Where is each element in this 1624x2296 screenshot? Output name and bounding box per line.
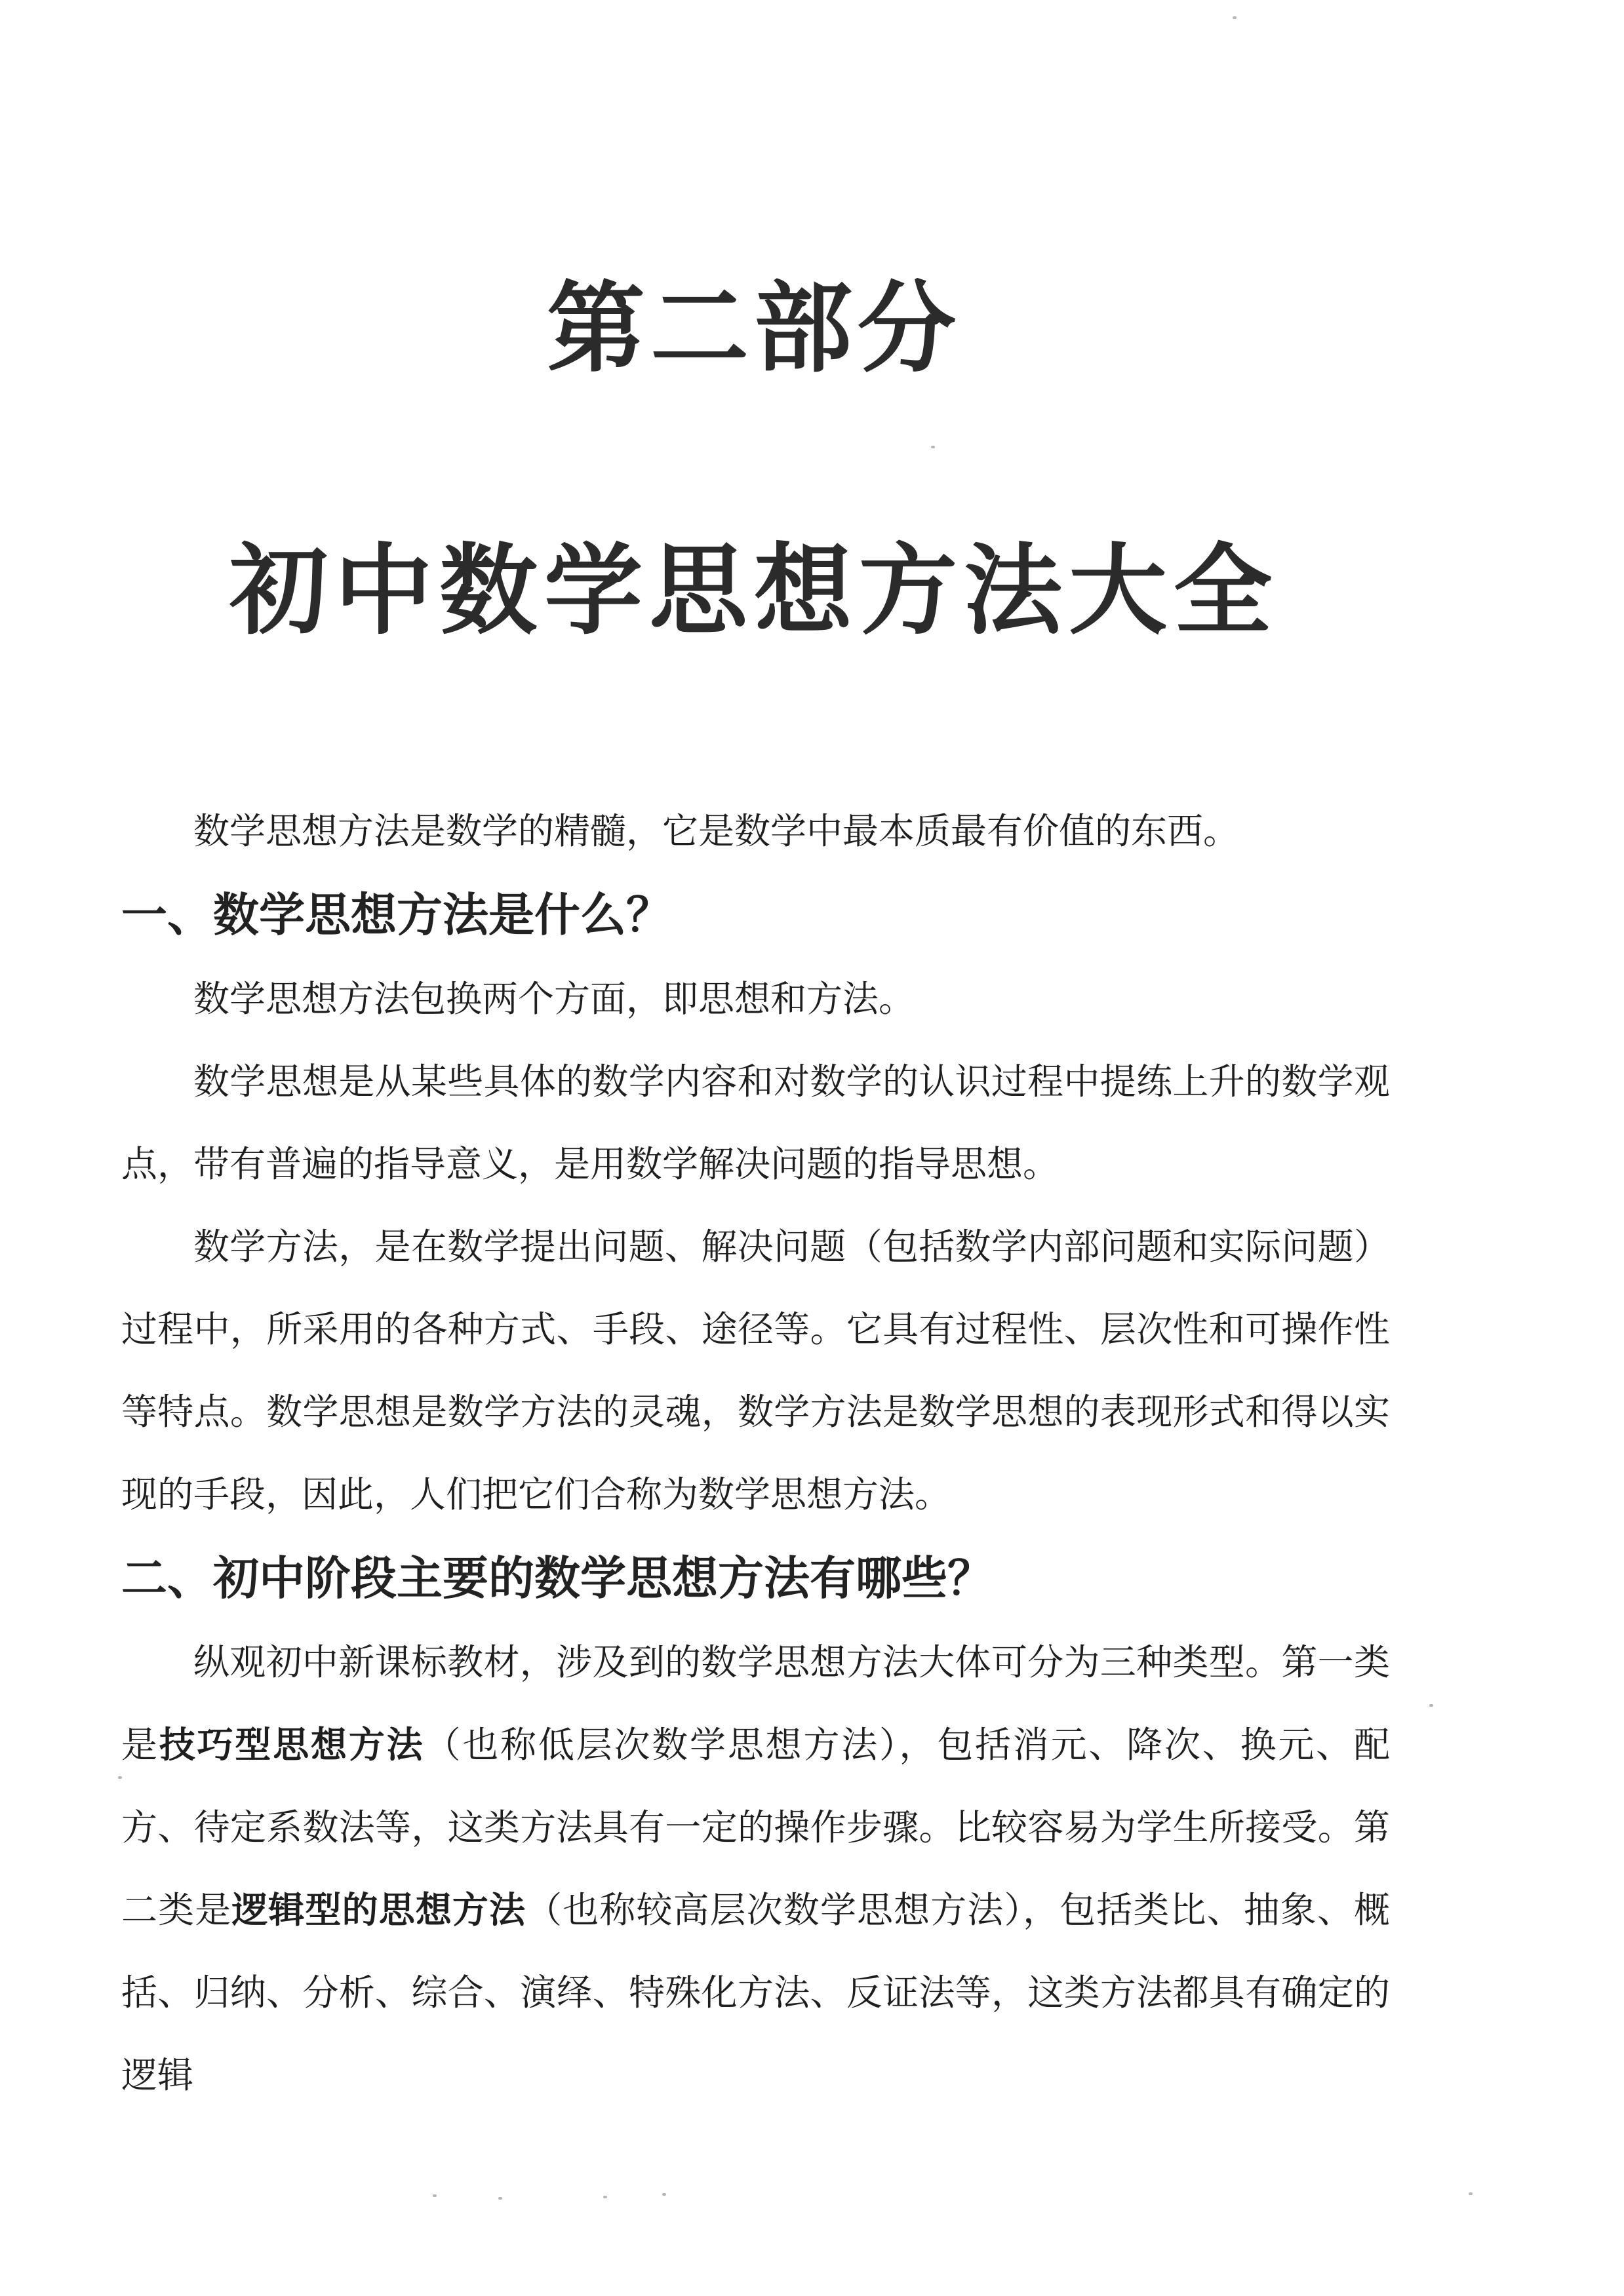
scan-speck (1233, 16, 1237, 19)
section-2-paragraph-1 (121, 1621, 1390, 2116)
text-run: （也称低层次数学思想方法），包括消元、降次、换元、配方、待定系数法等，这类方法具有一定的操作步骤。比较容易为学生所接受。第二类是 (121, 1724, 1390, 1931)
section-1-paragraph-3: 数学方法，是在数学提出问题、解决问题（包括数学内部问题和实际问题）过程中，所采用的各种方式、手段、途径等。它具有过程性、层次性和可操作性等特点。数学思想是数学方法的灵魂，数学方法是数学思想的表现形式和得以实现的手段，因此，人们把它们合称为数学思想方法。 (121, 1226, 1390, 1515)
intro-paragraph: 数学思想方法是数学的精髓，它是数学中最本质最有价值的东西。 (193, 810, 1240, 852)
section-1-paragraph-1: 数学思想方法包换两个方面，即思想和方法。 (193, 978, 915, 1020)
section-1-heading: 一、数学思想方法是什么？ (121, 888, 672, 942)
scan-speck (1469, 2192, 1473, 2195)
text-run: （也称较高层次数学思想方法），包括类比、抽象、概括、归纳、分析、综合、演绎、特殊化方法、反证法等，这类方法都具有确定的逻辑 (121, 1889, 1390, 2096)
section-2-heading: 二、初中阶段主要的数学思想方法有哪些？ (121, 1551, 993, 1605)
section-1-paragraph-2: 数学思想是从某些具体的数学内容和对数学的认识过程中提练上升的数学观点，带有普遍的指导意义，是用数学解决问题的指导思想。 (121, 1060, 1390, 1185)
body-content (121, 790, 1390, 2116)
scan-speck (662, 2193, 666, 2196)
scan-speck (603, 2196, 607, 2198)
bold-term-logic: 逻辑型的思想方法 (231, 1889, 526, 1931)
part-title: 第二部分 (546, 272, 961, 386)
scan-speck (498, 2197, 502, 2200)
text-run: 纵观初中新课标教材，涉及到的数学思想方法大体可分为三种类型。第一类是 (121, 1641, 1390, 1766)
scan-speck (118, 1776, 122, 1779)
scan-speck (931, 446, 935, 448)
scan-speck (433, 2194, 437, 2197)
bold-term-technique: 技巧型思想方法 (159, 1724, 425, 1766)
main-title: 初中数学思想方法大全 (229, 534, 1278, 648)
scan-speck (1429, 1704, 1433, 1707)
